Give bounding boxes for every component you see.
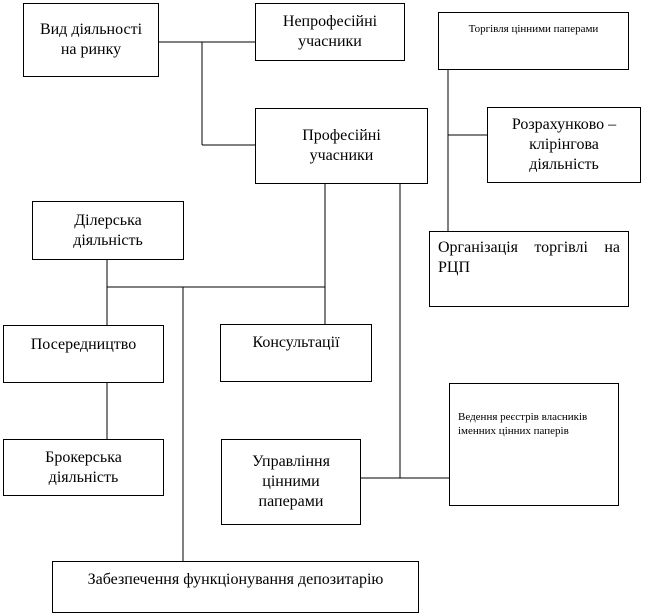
securities-trading-box: [438, 12, 629, 70]
organization-trading-box: [429, 231, 629, 307]
organization-trading-label: Організація торгівлі на РЦП: [438, 239, 620, 276]
intermediary-label: Посередництво: [30, 336, 137, 353]
settlement-clearing-box: [487, 107, 641, 183]
consulting-label: Консультації: [252, 334, 340, 351]
market-activity-label: Вид діяльності на ринку: [39, 21, 143, 58]
securities-management-box: [221, 439, 361, 525]
dealer-label: Ділерська діяльність: [73, 211, 143, 249]
depository-label: Забезпечення функціонування депозитарію: [87, 571, 384, 588]
market-activity-box: [23, 3, 159, 77]
broker-label: Брокерська діяльність: [45, 448, 122, 486]
securities-management-label: Управління цінними паперами: [252, 453, 330, 510]
intermediary-box: [3, 325, 164, 383]
registry-label: Ведення реєстрів власників іменних цінних паперів: [458, 411, 588, 437]
professional-box: [255, 108, 428, 184]
dealer-box: [32, 201, 184, 260]
non-professional-label: Непрофесійні учасники: [282, 13, 378, 50]
consulting-box: [220, 324, 372, 382]
settlement-clearing-label: Розрахунково – клірінгова діяльність: [511, 116, 617, 173]
non-professional-box: [255, 3, 405, 61]
depository-box: [52, 561, 419, 613]
professional-label: Професійні учасники: [302, 127, 381, 164]
broker-box: [3, 439, 164, 496]
securities-trading-label: Торгівля цінними паперами: [468, 23, 599, 35]
registry-box: [449, 383, 619, 506]
